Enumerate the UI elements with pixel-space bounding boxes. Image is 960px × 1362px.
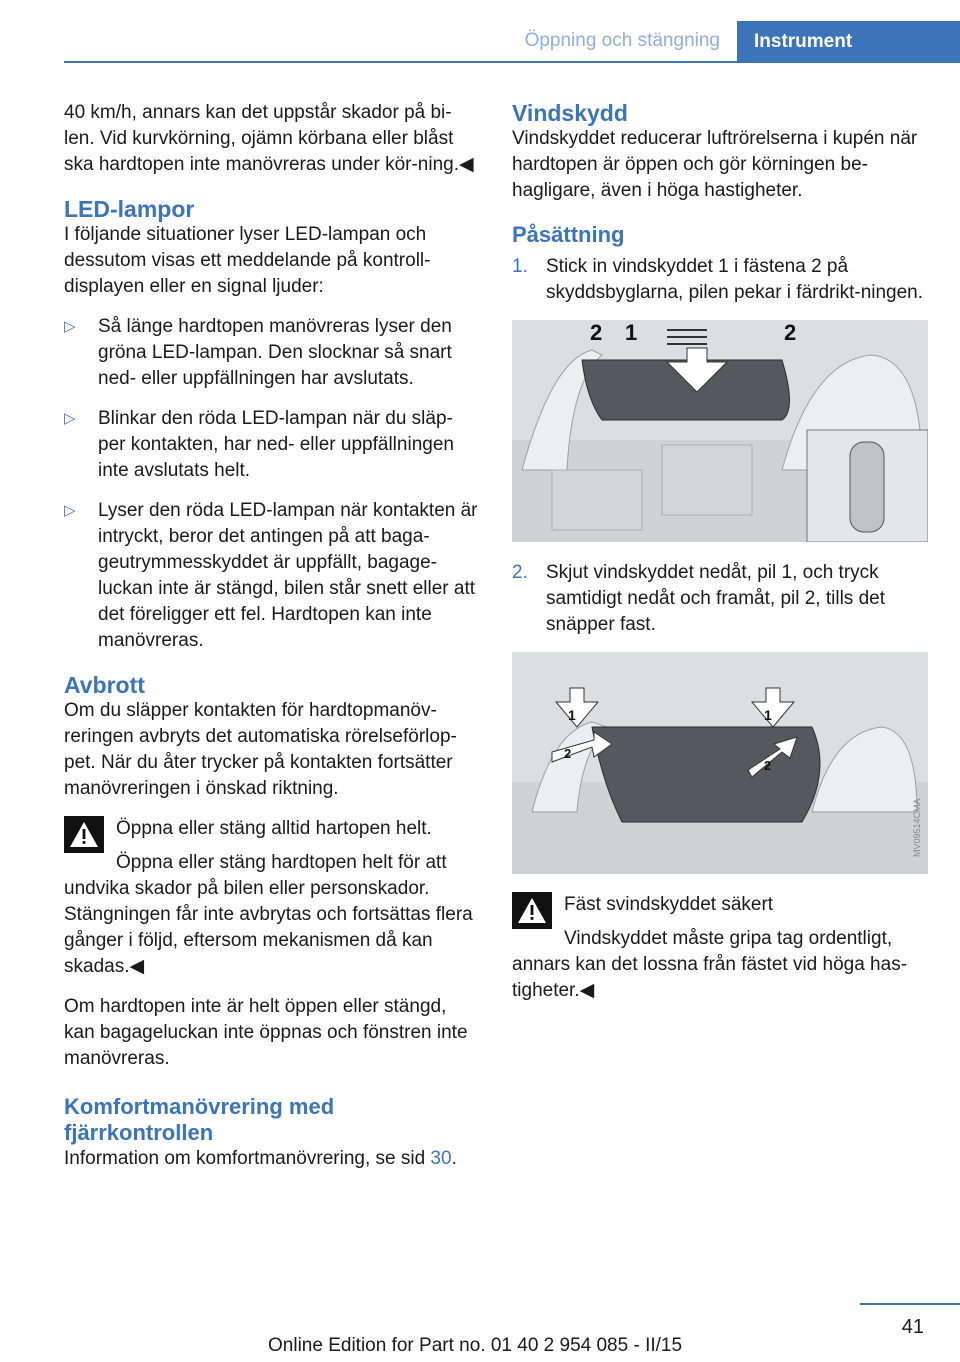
header-chapter-tab: Instrument bbox=[737, 21, 960, 63]
komfort-text bbox=[64, 1146, 480, 1172]
figure2-label: 2 bbox=[564, 746, 572, 761]
step-number: 2. bbox=[512, 562, 528, 583]
bullet-marker: ▷ bbox=[64, 410, 76, 427]
led-intro: I följande situationer lyser LED-lampan och dessutom visas ett meddelande på kontroll-displayen eller en signal ljuder: bbox=[64, 224, 431, 297]
windscreen-figure-2 bbox=[512, 652, 928, 874]
led-heading: LED-lampor bbox=[64, 196, 195, 222]
footer-rule bbox=[860, 1303, 960, 1305]
komfort-heading: Komfortmanövrering med fjärrkontrollen bbox=[64, 1094, 335, 1145]
step-item bbox=[512, 560, 928, 638]
warning-block bbox=[512, 892, 928, 1004]
bullet-item bbox=[64, 314, 480, 392]
bullet-marker: ▷ bbox=[64, 318, 76, 335]
figure2-label: 2 bbox=[764, 758, 772, 773]
bullet-text: Så länge hardtopen manövreras lyser den gröna LED-lampan. Den slocknar så snart ned- eller uppfällningen har avslutats. bbox=[98, 316, 452, 389]
step-number: 1. bbox=[512, 256, 528, 277]
step-item bbox=[512, 254, 928, 306]
avbrott-heading: Avbrott bbox=[64, 672, 145, 698]
trunk-paragraph: Om hardtopen inte är helt öppen eller stängd, kan bagageluckan inte öppnas och fönstren inte manövreras. bbox=[64, 996, 468, 1069]
figure1-label: 1 bbox=[625, 320, 638, 345]
warning-text: Öppna eller stäng hardtopen helt för att undvika skador på bilen eller personskador. Stängningen får inte avbrytas och fortsättas flera gånger i följd, eftersom mekanismen då kan skadas.◀ bbox=[64, 852, 473, 977]
windscreen-figure-1 bbox=[512, 320, 928, 542]
vindskydd-text: Vindskyddet reducerar luftrörelserna i kupén när hardtopen är öppen och gör körningen be-hagligare, även i höga hastigheter. bbox=[512, 128, 918, 201]
avbrott-text: Om du släpper kontakten för hardtopmanöv-reringen avbryts det automatiska rörelseförlop-pet. När du åter trycker på kontakten fortsätter manövreringen i önskad riktning. bbox=[64, 700, 457, 799]
figure2-label: 1 bbox=[568, 707, 576, 723]
warning-icon bbox=[512, 892, 552, 929]
page-number: 41 bbox=[901, 1316, 924, 1338]
pasattning-heading: Påsättning bbox=[512, 222, 625, 247]
warning-text: Vindskyddet måste gripa tag ordentligt, annars kan det lossna från fästet vid höga has-tigheter.◀ bbox=[512, 928, 908, 1001]
header-section-title: Öppning och stängning bbox=[524, 30, 720, 51]
figure1-label: 2 bbox=[784, 320, 797, 345]
right-column bbox=[512, 100, 928, 1018]
page-30-link[interactable]: 30 bbox=[430, 1148, 452, 1169]
warning-title: Öppna eller stäng alltid hartopen helt. bbox=[116, 818, 432, 839]
bullet-item bbox=[64, 406, 480, 484]
bullet-item bbox=[64, 498, 480, 654]
edition-line: Online Edition for Part no. 01 40 2 954 085 - II/15 bbox=[268, 1335, 683, 1356]
step-text: Skjut vindskyddet nedåt, pil 1, och tryck samtidigt nedåt och framåt, pil 2, tills det snäpper fast. bbox=[546, 562, 885, 635]
step-text: Stick in vindskyddet 1 i fästena 2 på skyddsbyglarna, pilen pekar i färdrikt-ningen. bbox=[546, 256, 924, 303]
komfort-text-end: . bbox=[451, 1148, 457, 1169]
vindskydd-heading: Vindskydd bbox=[512, 100, 628, 126]
komfort-text-body: Information om komfortmanövrering, se sid bbox=[64, 1148, 431, 1169]
bullet-text: Blinkar den röda LED-lampan när du släp-per kontakten, har ned- eller uppfällningen inte avslutats helt. bbox=[98, 408, 454, 481]
figure1-label: 2 bbox=[590, 320, 603, 345]
bullet-text: Lyser den röda LED-lampan när kontakten är intryckt, beror det antingen på att baga-geutrymmesskyddet är uppfällt, bagage-luckan inte är stängd, bilen står snett eller att det föreligger ett fel. Hardtopen kan inte manövreras. bbox=[98, 500, 478, 651]
continued-paragraph: 40 km/h, annars kan det uppstår skador på bi-len. Vid kurvkörning, ojämn körbana eller blåst ska hardtopen inte manövreras under kör-ning.◀ bbox=[64, 102, 474, 175]
left-column bbox=[64, 100, 480, 1186]
warning-title: Fäst svindskyddet säkert bbox=[564, 894, 774, 915]
warning-icon bbox=[64, 816, 104, 853]
figure2-label: 1 bbox=[764, 707, 772, 723]
figure-code: MV09514CMA bbox=[912, 798, 922, 857]
warning-block bbox=[64, 816, 480, 980]
bullet-marker: ▷ bbox=[64, 502, 76, 519]
